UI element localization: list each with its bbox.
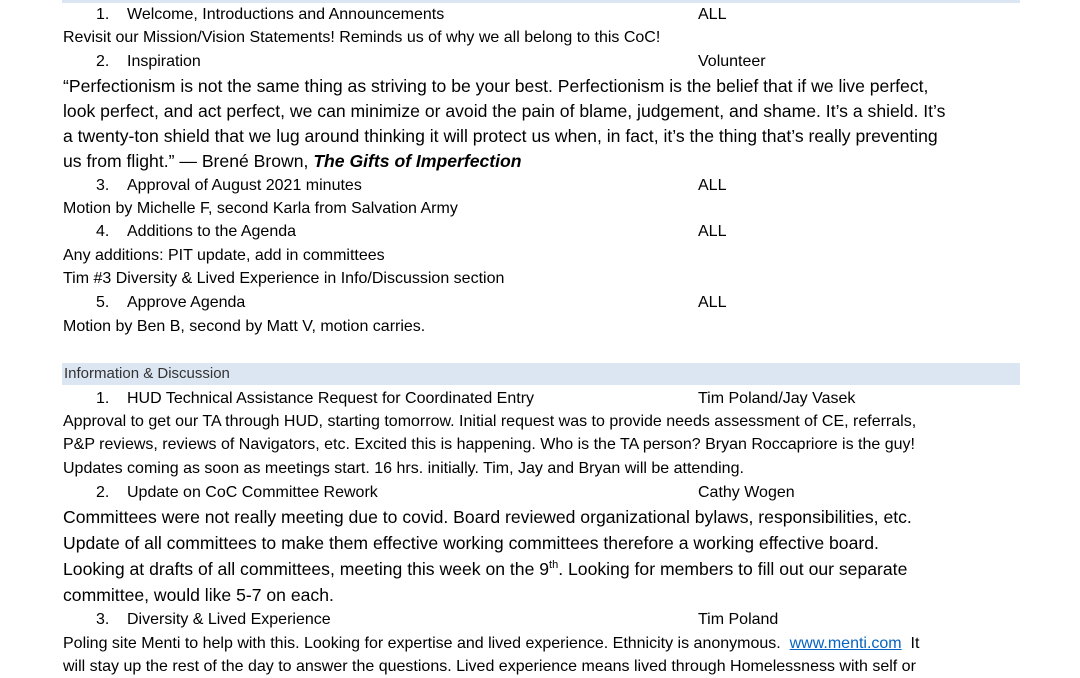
agenda-item-inspiration: 2. Inspiration <box>96 53 201 70</box>
agenda-item-welcome: 1. Welcome, Introductions and Announcements <box>96 6 445 23</box>
diversity-note: will stay up the rest of the day to answer the questions. Lived experience means lived through Homelessness with self or <box>63 658 916 675</box>
agenda-item-additions-responsible: ALL <box>698 223 727 240</box>
committee-note: Committees were not really meeting due to covid. Board reviewed organizational bylaws, responsibilities, etc. <box>63 507 912 527</box>
section-header-information-discussion: Information & Discussion <box>62 363 1020 385</box>
additions-note: Tim #3 Diversity & Lived Experience in Info/Discussion section <box>63 270 505 287</box>
minutes-note: Motion by Michelle F, second Karla from Salvation Army <box>63 200 458 217</box>
quote-line: look perfect, and act perfect, we can minimize or avoid the pain of blame, judgement, and shame. It’s a shield. It’s <box>63 101 946 121</box>
agenda-item-hud-ta: 1. HUD Technical Assistance Request for Coordinated Entry <box>96 390 535 407</box>
book-title: The Gifts of Imperfection <box>313 151 522 171</box>
quote-line: a twenty-ton shield that we lug around thinking it will protect us when, in fact, it’s the thing that’s really preventing <box>63 126 938 146</box>
committee-note: committee, would like 5-7 on each. <box>63 585 334 605</box>
agenda-item-diversity-responsible: Tim Poland <box>698 611 779 628</box>
agenda-item-approve-agenda: 5. Approve Agenda <box>96 294 246 311</box>
agenda-item-committee-rework: 2. Update on CoC Committee Rework <box>96 484 378 501</box>
quote-line: “Perfectionism is not the same thing as striving to be your best. Perfectionism is the belief that if we live perfect, <box>63 76 929 96</box>
hud-note: Updates coming as soon as meetings start. 16 hrs. initially. Tim, Jay and Bryan will be attending. <box>63 460 744 477</box>
agenda-item-welcome-responsible: ALL <box>698 6 727 23</box>
committee-note: Update of all committees to make them effective working committees therefore a working effective board. <box>63 533 879 553</box>
quote-attribution: us from flight.” — Brené Brown, The Gifts of Imperfection <box>63 151 522 171</box>
agenda-item-diversity: 3. Diversity & Lived Experience <box>96 611 331 628</box>
agenda-item-committee-rework-responsible: Cathy Wogen <box>698 484 795 501</box>
menti-link[interactable]: www.menti.com <box>789 635 902 652</box>
hud-note: P&P reviews, reviews of Navigators, etc. Excited this is happening. Who is the TA person? Bryan Roccapriore is the guy! <box>63 436 915 453</box>
diversity-note: Poling site Menti to help with this. Looking for expertise and lived experience. Ethnicity is anonymous. www.menti.com It <box>63 635 920 652</box>
approve-note: Motion by Ben B, second by Matt V, motion carries. <box>63 318 426 335</box>
welcome-note: Revisit our Mission/Vision Statements! Reminds us of why we all belong to this CoC! <box>63 29 661 46</box>
agenda-item-additions: 4. Additions to the Agenda <box>96 223 297 240</box>
agenda-item-approve-agenda-responsible: ALL <box>698 294 727 311</box>
additions-note: Any additions: PIT update, add in committees <box>63 247 385 264</box>
committee-note: Looking at drafts of all committees, meeting this week on the 9th. Looking for members to fill out our separate <box>63 559 908 579</box>
hud-note: Approval to get our TA through HUD, starting tomorrow. Initial request was to provide needs assessment of CE, referrals, <box>63 413 917 430</box>
agenda-item-inspiration-responsible: Volunteer <box>698 53 766 70</box>
agenda-item-approval-minutes-responsible: ALL <box>698 177 727 194</box>
agenda-item-hud-ta-responsible: Tim Poland/Jay Vasek <box>698 390 856 407</box>
agenda-item-approval-minutes: 3. Approval of August 2021 minutes <box>96 177 362 194</box>
